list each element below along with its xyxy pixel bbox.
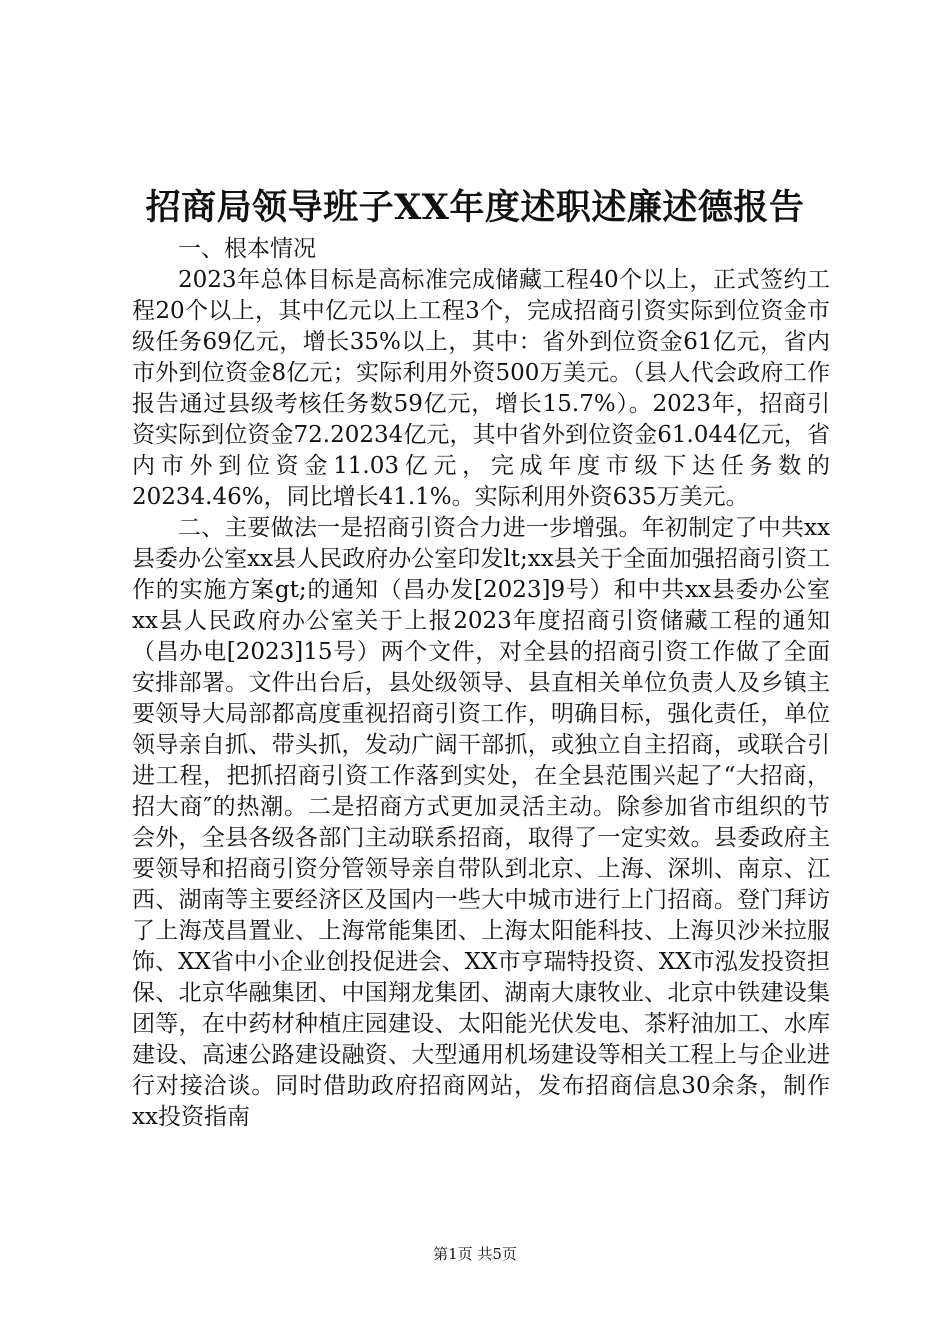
- page-footer: 第1页 共5页: [433, 1245, 517, 1263]
- paragraph-overall-targets: 2023年总体目标是高标准完成储藏工程40个以上，正式签约工程20个以上，其中亿元以上工程3个，完成招商引资实际到位资金市级任务69亿元，增长35%以上，其中：省外到位资金61亿元，省内市外到位资金8亿元；实际利用外资500万美元。（县人代会政府工作报告通过县级考核任务数59亿元，增长15.7%）。2023年，招商引资实际到位资金72.20234亿元，其中省外到位资金61.044亿元，省内市外到位资金11.03亿元，完成年度市级下达任务数的20234.46%，同比增长41.1%。实际利用外资635万美元。: [132, 267, 830, 510]
- section-heading-basic-situation: 一、根本情况: [178, 236, 316, 262]
- paragraph-main-practices: 二、主要做法一是招商引资合力进一步增强。年初制定了中共xx县委办公室xx县人民政府办公室印发lt;xx县关于全面加强招商引资工作的实施方案gt;的通知（昌办发[2023]9号）和中共xx县委办公室xx县人民政府办公室关于上报2023年度招商引资储藏工程的通知（昌办电[2023]15号）两个文件，对全县的招商引资工作做了全面安排部署。文件出台后，县处级领导、县直相关单位负责人及乡镇主要领导大局部都高度重视招商引资工作，明确目标，强化责任，单位领导亲自抓、带头抓，发动广阔干部抓，或独立自主招商，或联合引进工程，把抓招商引资工作落到实处，在全县范围兴起了“大招商，招大商″的热潮。二是招商方式更加灵活主动。除参加省市组织的节会外，全县各级各部门主动联系招商，取得了一定实效。县委政府主要领导和招商引资分管领导亲自带队到北京、上海、深圳、南京、江西、湖南等主要经济区及国内一些大中城市进行上门招商。登门拜访了上海茂昌置业、上海常能集团、上海太阳能科技、上海贝沙米拉服饰、XX省中小企业创投促进会、XX市亨瑞特投资、XX市泓发投资担保、北京华融集团、中国翔龙集团、湖南大康牧业、北京中铁建设集团等，在中药材种植庄园建设、太阳能光伏发电、茶籽油加工、水库建设、高速公路建设融资、大型通用机场建设等相关工程上与企业进行对接洽谈。同时借助政府招商网站，发布招商信息30余条，制作xx投资指南: [132, 515, 830, 1130]
- document-body: [132, 234, 830, 1133]
- document-title: 招商局领导班子XX年度述职述廉述德报告: [145, 187, 805, 228]
